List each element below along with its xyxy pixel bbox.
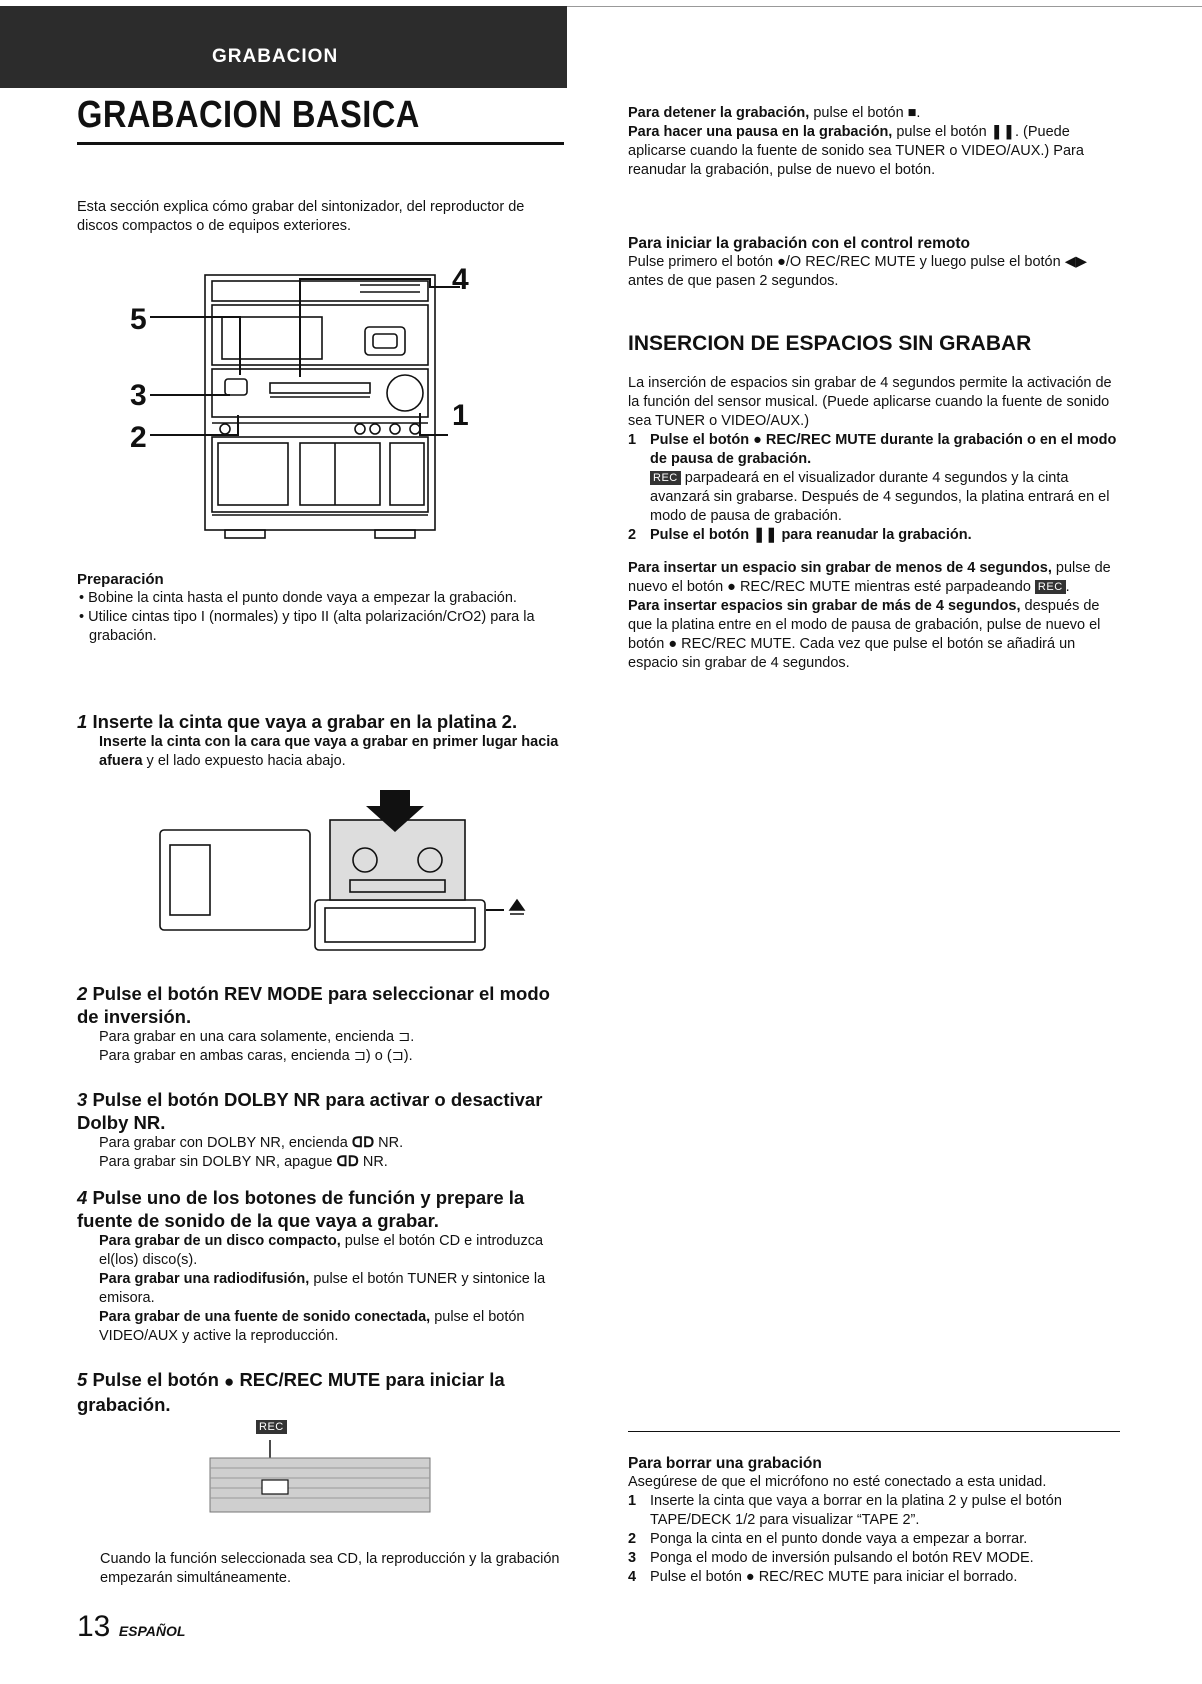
remote-block bbox=[628, 234, 1120, 291]
step-heading: 3 Pulse el botón DOLBY NR para activar o desactivar Dolby NR. bbox=[77, 1089, 543, 1133]
step-1 bbox=[77, 710, 567, 771]
step-line: Para grabar con DOLBY NR, encienda ᗡᗞ NR. bbox=[99, 1135, 404, 1151]
erase-title: Para borrar una grabación bbox=[628, 1455, 822, 1472]
rec-badge: REC bbox=[1035, 580, 1066, 594]
remote-title: Para iniciar la grabación con el control remoto bbox=[628, 235, 970, 252]
stereo-unit-illustration bbox=[130, 265, 550, 555]
prep-item: • Bobine la cinta hasta el punto donde vaya a empezar la grabación. bbox=[79, 590, 517, 606]
dolby-icon: ᗡᗞ bbox=[351, 1135, 375, 1151]
stop-pause-block bbox=[628, 104, 1120, 180]
page-number: 13 bbox=[77, 1610, 111, 1643]
step-item: Para grabar de un disco compacto, pulse el botón CD e introduzca el(los) disco(s). bbox=[99, 1233, 544, 1268]
blank-step: 2 Pulse el botón ❚❚ para reanudar la grabación. bbox=[628, 527, 972, 543]
erase-rule bbox=[628, 1431, 1120, 1432]
page-footer bbox=[77, 1610, 185, 1644]
step-line: Para grabar sin DOLBY NR, apague ᗡᗞ NR. bbox=[99, 1154, 388, 1170]
blank-section-title: INSERCION DE ESPACIOS SIN GRABAR bbox=[628, 332, 1032, 355]
erase-block bbox=[628, 1454, 1120, 1587]
eject-icon bbox=[510, 900, 524, 914]
callout-1: 1 bbox=[452, 399, 469, 432]
stop-text: Para detener la grabación, pulse el botón ■. bbox=[628, 105, 921, 121]
title-rule bbox=[77, 142, 564, 145]
step-3 bbox=[77, 1088, 567, 1172]
step-heading: 4 Pulse uno de los botones de función y prepare la fuente de sonido de la que vaya a grabar. bbox=[77, 1187, 525, 1231]
erase-step: 4 Pulse el botón ● REC/REC MUTE para iniciar el borrado. bbox=[628, 1569, 1018, 1585]
remote-body: Pulse primero el botón ●/O REC/REC MUTE y luego pulse el botón ◀▶ antes de que pasen 2 segundos. bbox=[628, 254, 1088, 289]
dolby-icon: ᗡᗞ bbox=[336, 1154, 359, 1170]
long-blank-text: Para insertar espacios sin grabar de más de 4 segundos, después de que la platina entre en el modo de pausa de grabación, pulse de nuevo el botón ● REC/REC MUTE. Cada vez que pulse el botón se añadirá un espacio sin grabar de 4 segundos. bbox=[628, 598, 1101, 671]
page-language: ESPAÑOL bbox=[118, 1623, 186, 1639]
step-line: Para grabar en una cara solamente, encienda ⊐. bbox=[99, 1029, 415, 1045]
short-blank-text: Para insertar un espacio sin grabar de menos de 4 segundos, pulse de nuevo el botón ● REC/REC MUTE mientras esté parpadeando REC . bbox=[628, 560, 1111, 595]
display-illustration bbox=[200, 1440, 440, 1516]
blank-intro: La inserción de espacios sin grabar de 4 segundos permite la activación de la función del sensor musical. (Puede aplicarse cuando la fuente de sonido sea TUNER o VIDEO/AUX.) bbox=[628, 375, 1112, 429]
step-2 bbox=[77, 982, 567, 1066]
callout-3: 3 bbox=[130, 379, 147, 412]
step-heading: 5 Pulse el botón ● REC/REC MUTE para iniciar la grabación. bbox=[77, 1369, 505, 1415]
record-dot-icon: ● bbox=[224, 1372, 235, 1391]
rec-indicator bbox=[256, 1418, 287, 1436]
blank-step: 1 Pulse el botón ● REC/REC MUTE durante la grabación o en el modo de pausa de grabación. REC parpadeará en el visualizador durante 4 segundos y la cinta avanzará sin grabarse. Después de 4 segundos, la platina entrará en el modo de pausa de grabación. bbox=[628, 432, 1117, 524]
page-title: GRABACION BASICA bbox=[77, 94, 420, 136]
preparation-block bbox=[77, 570, 567, 646]
step-heading: 2 Pulse el botón REV MODE para seleccionar el modo de inversión. bbox=[77, 983, 550, 1027]
section-label: GRABACION bbox=[212, 46, 339, 67]
step-heading: 1 Inserte la cinta que vaya a grabar en la platina 2. bbox=[77, 711, 518, 732]
erase-intro: Asegúrese de que el micrófono no esté conectado a esta unidad. bbox=[628, 1474, 1047, 1490]
cassette-insertion-illustration bbox=[150, 790, 530, 960]
section-header-band bbox=[0, 6, 567, 88]
erase-step: 3 Ponga el modo de inversión pulsando el botón REV MODE. bbox=[628, 1550, 1034, 1566]
step-4 bbox=[77, 1186, 567, 1346]
rec-badge: REC bbox=[650, 471, 681, 485]
prep-item: • Utilice cintas tipo I (normales) y tipo II (alta polarización/CrO2) para la grabación. bbox=[79, 609, 535, 644]
prep-title: Preparación bbox=[77, 571, 164, 588]
display-note: Cuando la función seleccionada sea CD, la reproducción y la grabación empezarán simultáneamente. bbox=[100, 1551, 560, 1586]
blank-section bbox=[628, 374, 1120, 673]
erase-step: 1 Inserte la cinta que vaya a borrar en la platina 2 y pulse el botón TAPE/DECK 1/2 para visualizar “TAPE 2”. bbox=[628, 1493, 1062, 1528]
callout-5: 5 bbox=[130, 303, 147, 336]
step-body: Inserte la cinta con la cara que vaya a grabar en primer lugar hacia afuera y el lado expuesto hacia abajo. bbox=[99, 734, 559, 769]
step-item: Para grabar de una fuente de sonido conectada, pulse el botón VIDEO/AUX y active la reproducción. bbox=[99, 1309, 525, 1344]
step-5 bbox=[77, 1368, 567, 1416]
step-line: Para grabar en ambas caras, encienda ⊐) o (⊐). bbox=[99, 1048, 413, 1064]
callout-2: 2 bbox=[130, 421, 147, 454]
erase-step: 2 Ponga la cinta en el punto donde vaya a empezar a borrar. bbox=[628, 1531, 1028, 1547]
rec-badge: REC bbox=[256, 1420, 287, 1434]
top-rule bbox=[567, 6, 1202, 7]
callout-4: 4 bbox=[452, 265, 469, 296]
pause-text: Para hacer una pausa en la grabación, pulse el botón ❚❚. (Puede aplicarse cuando la fuente de sonido sea TUNER o VIDEO/AUX.) Para reanudar la grabación, pulse de nuevo el botón. bbox=[628, 124, 1084, 178]
intro-text: Esta sección explica cómo grabar del sintonizador, del reproductor de discos compactos o de equipos exteriores. bbox=[77, 199, 525, 234]
step-item: Para grabar una radiodifusión, pulse el botón TUNER y sintonice la emisora. bbox=[99, 1271, 546, 1306]
